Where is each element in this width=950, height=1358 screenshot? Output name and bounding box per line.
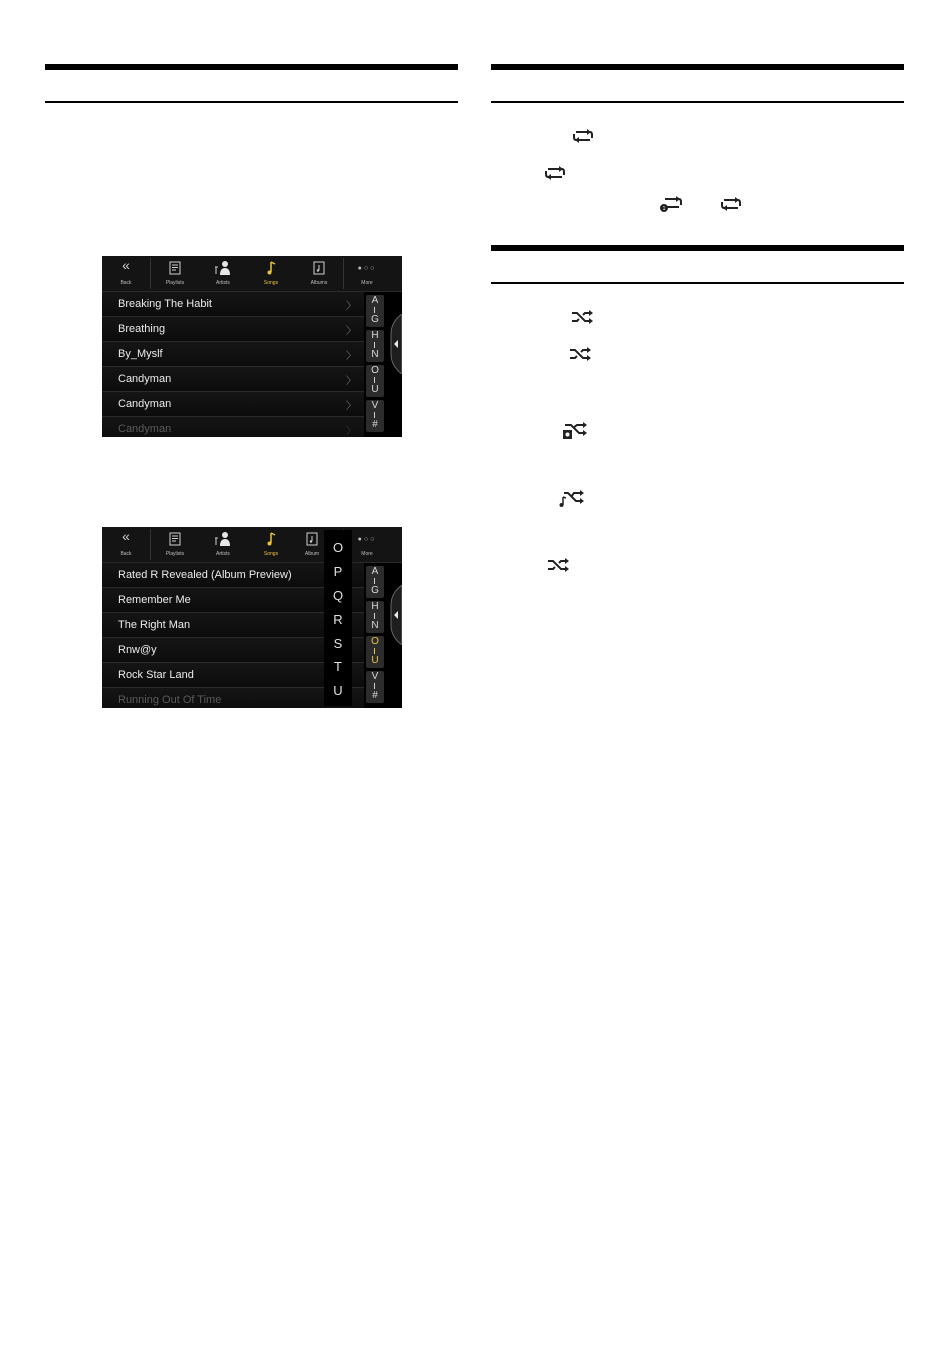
shuffle-album-icon (561, 419, 589, 441)
song-title: Remember Me (118, 594, 191, 606)
index-button-v-hash[interactable] (366, 400, 384, 432)
left-section-rule-top (45, 64, 458, 70)
alphabet-index-bar (366, 295, 384, 435)
letter-jump-popup (324, 530, 352, 706)
jump-letter-u[interactable]: U (333, 683, 343, 698)
tab-back[interactable] (102, 256, 150, 291)
song-title: Candyman (118, 423, 172, 435)
tab-albums-label: Album (304, 551, 320, 557)
tab-more-label: More (361, 280, 373, 286)
repeat-section-rule-bottom (491, 101, 904, 103)
artist-icon (199, 260, 247, 276)
tab-playlists[interactable] (151, 256, 199, 291)
song-list-screen (102, 256, 402, 437)
jump-letter-q[interactable]: Q (332, 588, 344, 603)
tab-songs-label: Songs (263, 280, 279, 286)
index-button-a-g[interactable] (366, 295, 384, 327)
top-tab-bar (102, 527, 402, 563)
index-start: A (371, 295, 379, 306)
jump-letter-s[interactable]: S (333, 636, 343, 651)
jump-letter-r[interactable]: R (333, 612, 343, 627)
index-dash (374, 648, 375, 654)
tab-more-label: More (361, 551, 373, 557)
song-title: Running Out Of Time (118, 694, 222, 706)
index-end: G (371, 314, 379, 325)
index-dash (374, 683, 375, 689)
jump-letter-o[interactable]: O (332, 540, 344, 555)
jump-letter-t[interactable]: T (334, 659, 342, 674)
side-panel-handle[interactable] (389, 314, 402, 374)
music-note-icon (247, 260, 295, 276)
tab-playlists-label: Playlists (165, 280, 185, 286)
tab-back[interactable] (102, 527, 150, 562)
index-start: V (371, 671, 379, 682)
artist-icon (199, 531, 247, 547)
song-title: Breaking The Habit (118, 298, 212, 310)
shuffle-section-rule-top (491, 245, 904, 251)
index-start: V (371, 400, 379, 411)
song-title: Candyman (118, 398, 172, 410)
shuffle-icon (568, 345, 592, 363)
index-dash (374, 613, 375, 619)
list-item[interactable] (102, 392, 364, 417)
tab-playlists-label: Playlists (165, 551, 185, 557)
tab-artists[interactable] (199, 527, 247, 562)
index-dash (374, 342, 375, 348)
tab-back-label: Back (120, 551, 132, 557)
shuffle-song-icon (558, 487, 586, 509)
tab-artists[interactable] (199, 256, 247, 291)
tab-albums[interactable] (295, 256, 343, 291)
index-end: U (371, 384, 379, 395)
song-title: The Right Man (118, 619, 191, 631)
repeat-section-rule-top (491, 64, 904, 70)
tab-playlists[interactable] (151, 527, 199, 562)
more-dots-icon: ●○○ (357, 265, 377, 272)
playlist-icon (151, 260, 199, 276)
song-title: Rnw@y (118, 644, 157, 656)
top-tab-bar (102, 256, 402, 292)
index-end: # (372, 690, 378, 701)
list-item[interactable] (102, 417, 364, 437)
jump-letter-p[interactable]: P (333, 564, 343, 579)
index-button-a-g[interactable] (366, 566, 384, 598)
chevron-right-icon: 〉 (346, 326, 356, 337)
song-list (102, 292, 364, 437)
tab-albums-label: Albums (310, 280, 328, 286)
album-icon (295, 260, 343, 276)
playlist-icon (151, 531, 199, 547)
svg-text:1: 1 (662, 206, 666, 212)
left-section-rule-bottom (45, 101, 458, 103)
double-chevron-left-icon: « (122, 528, 130, 544)
list-item[interactable] (102, 292, 364, 317)
index-dash (374, 578, 375, 584)
index-button-o-u[interactable] (366, 365, 384, 397)
alphabet-index-bar (366, 566, 384, 706)
chevron-right-icon: 〉 (346, 351, 356, 362)
tab-songs[interactable] (247, 256, 295, 291)
index-dash (374, 377, 375, 383)
tab-songs[interactable] (247, 527, 295, 562)
song-list-screen-jump (102, 527, 402, 708)
song-title: Rated R Revealed (Album Preview) (118, 569, 292, 581)
repeat-one-icon (658, 194, 684, 214)
index-end: N (371, 620, 379, 631)
shuffle-section-rule-bottom (491, 282, 904, 284)
song-title: Candyman (118, 373, 172, 385)
index-start: O (371, 365, 379, 376)
list-item[interactable] (102, 342, 364, 367)
song-title: Rock Star Land (118, 669, 194, 681)
list-item[interactable] (102, 317, 364, 342)
song-title: Breathing (118, 323, 166, 335)
index-dash (374, 412, 375, 418)
music-note-icon (247, 531, 295, 547)
repeat-icon (571, 127, 595, 145)
index-start: A (371, 566, 379, 577)
index-start: H (371, 330, 379, 341)
tab-more[interactable] (344, 256, 390, 291)
index-end: U (371, 655, 379, 666)
chevron-right-icon: 〉 (346, 426, 356, 437)
tab-artists-label: Artists (216, 551, 230, 557)
chevron-right-icon: 〉 (346, 376, 356, 387)
side-panel-handle[interactable] (389, 585, 402, 645)
more-dots-icon: ●○○ (357, 536, 377, 543)
index-dash (374, 307, 375, 313)
tab-songs-label: Songs (263, 551, 279, 557)
tab-back-label: Back (120, 280, 132, 286)
tab-artists-label: Artists (216, 280, 230, 286)
repeat-icon (543, 164, 567, 182)
index-button-h-n[interactable] (366, 601, 384, 633)
shuffle-icon (546, 556, 570, 574)
repeat-icon (719, 195, 743, 213)
index-button-o-u[interactable] (366, 636, 384, 668)
list-item[interactable] (102, 367, 364, 392)
index-end: N (371, 349, 379, 360)
song-title: By_Myslf (118, 348, 163, 360)
index-start: O (371, 636, 379, 647)
index-button-h-n[interactable] (366, 330, 384, 362)
index-button-v-hash[interactable] (366, 671, 384, 703)
index-start: H (371, 601, 379, 612)
index-end: # (372, 419, 378, 430)
double-chevron-left-icon: « (122, 257, 130, 273)
shuffle-icon (570, 308, 594, 326)
chevron-right-icon: 〉 (346, 401, 356, 412)
index-end: G (371, 585, 379, 596)
chevron-right-icon: 〉 (346, 301, 356, 312)
